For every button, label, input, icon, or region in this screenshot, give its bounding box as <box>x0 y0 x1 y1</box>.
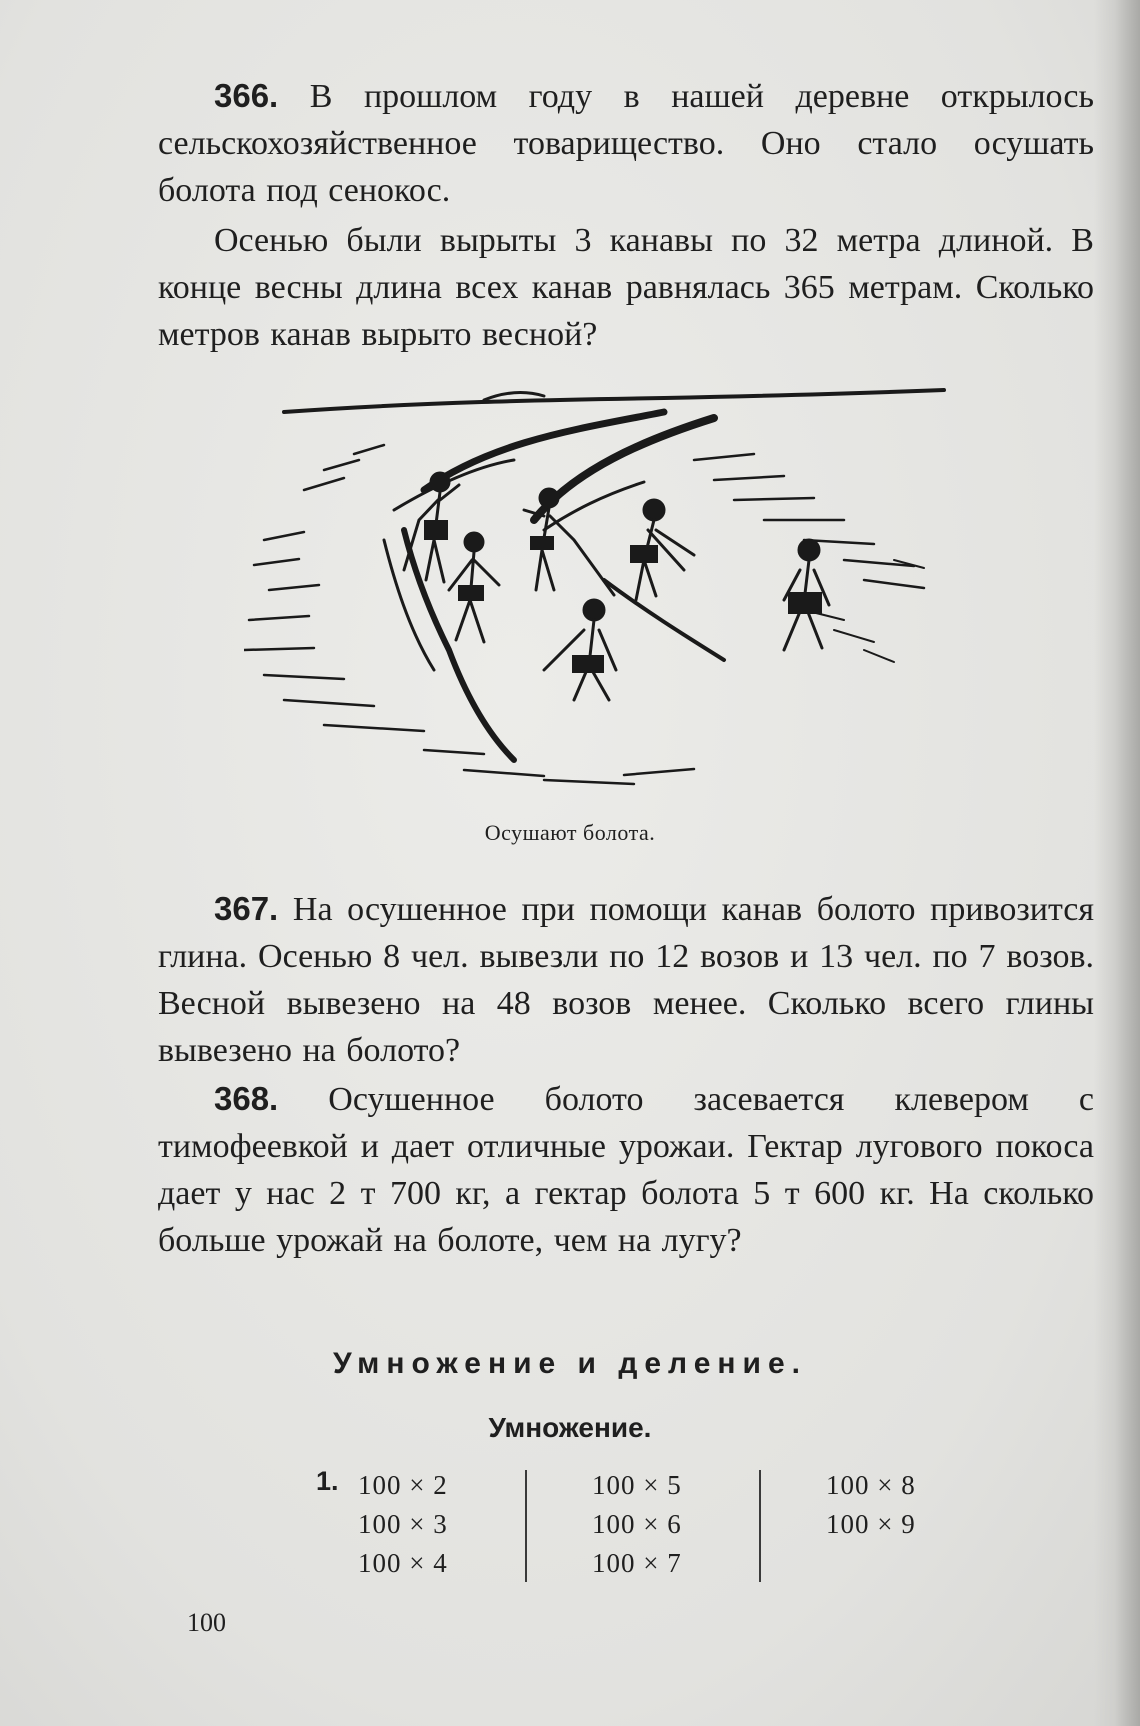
problem-number: 366. <box>214 77 279 114</box>
page-number: 100 <box>187 1608 226 1637</box>
problem-366-paragraph-2: Осенью были вырыты 3 канавы по 32 метра длиной. В конце весны длина всех канав равнялась 365 метрам. Сколько метров канав вырыто весной? <box>158 222 1094 353</box>
illustration-caption: Осушают болота. <box>484 820 656 845</box>
problem-366 <box>158 72 1094 358</box>
exercise-column-2 <box>592 1466 682 1583</box>
exercise-item: 100 × 4 <box>358 1548 448 1578</box>
column-divider <box>525 1470 527 1582</box>
exercise-item: 100 × 7 <box>592 1548 682 1578</box>
problem-366-paragraph-1 <box>158 72 1094 214</box>
exercise-number: 1. <box>316 1466 339 1496</box>
section-title: Умножение и деление. <box>333 1347 807 1380</box>
column-divider <box>759 1470 761 1582</box>
page-binding-shadow <box>1094 0 1140 1726</box>
problem-367-paragraph <box>158 885 1094 1074</box>
problem-text: В прошлом году в нашей деревне открылось сельскохозяйственное товарищество. Оно стало осушать болота под сенокос. <box>158 78 1094 209</box>
exercise-item: 100 × 9 <box>826 1509 916 1539</box>
problem-number: 368. <box>214 1080 279 1117</box>
exercise-item: 100 × 2 <box>358 1470 448 1500</box>
problem-number: 367. <box>214 890 279 927</box>
exercise-column-1 <box>358 1466 448 1583</box>
problem-text: Осушенное болото засевается клевером с тимофеевкой и дает отличные урожаи. Гектар лугового покоса дает у нас 2 т 700 кг, а гектар болота 5 т 600 кг. На сколько больше урожай на болоте, чем на лугу? <box>158 1081 1094 1259</box>
exercise-item: 100 × 3 <box>358 1509 448 1539</box>
ditch-digging-illustration <box>244 370 1004 810</box>
exercise-column-3 <box>826 1466 916 1544</box>
section-subtitle: Умножение. <box>488 1412 652 1443</box>
problem-367 <box>158 885 1094 1074</box>
problem-368 <box>158 1075 1094 1264</box>
exercise-item: 100 × 8 <box>826 1470 916 1500</box>
problem-368-paragraph <box>158 1075 1094 1264</box>
exercise-item: 100 × 6 <box>592 1509 682 1539</box>
problem-text: На осушенное при помощи канав болото привозится глина. Осенью 8 чел. вывезли по 12 возов и 13 чел. по 7 возов. Весной вывезено на 48 возов менее. Сколько всего глины вывезено на болото? <box>158 891 1094 1069</box>
exercise-item: 100 × 5 <box>592 1470 682 1500</box>
